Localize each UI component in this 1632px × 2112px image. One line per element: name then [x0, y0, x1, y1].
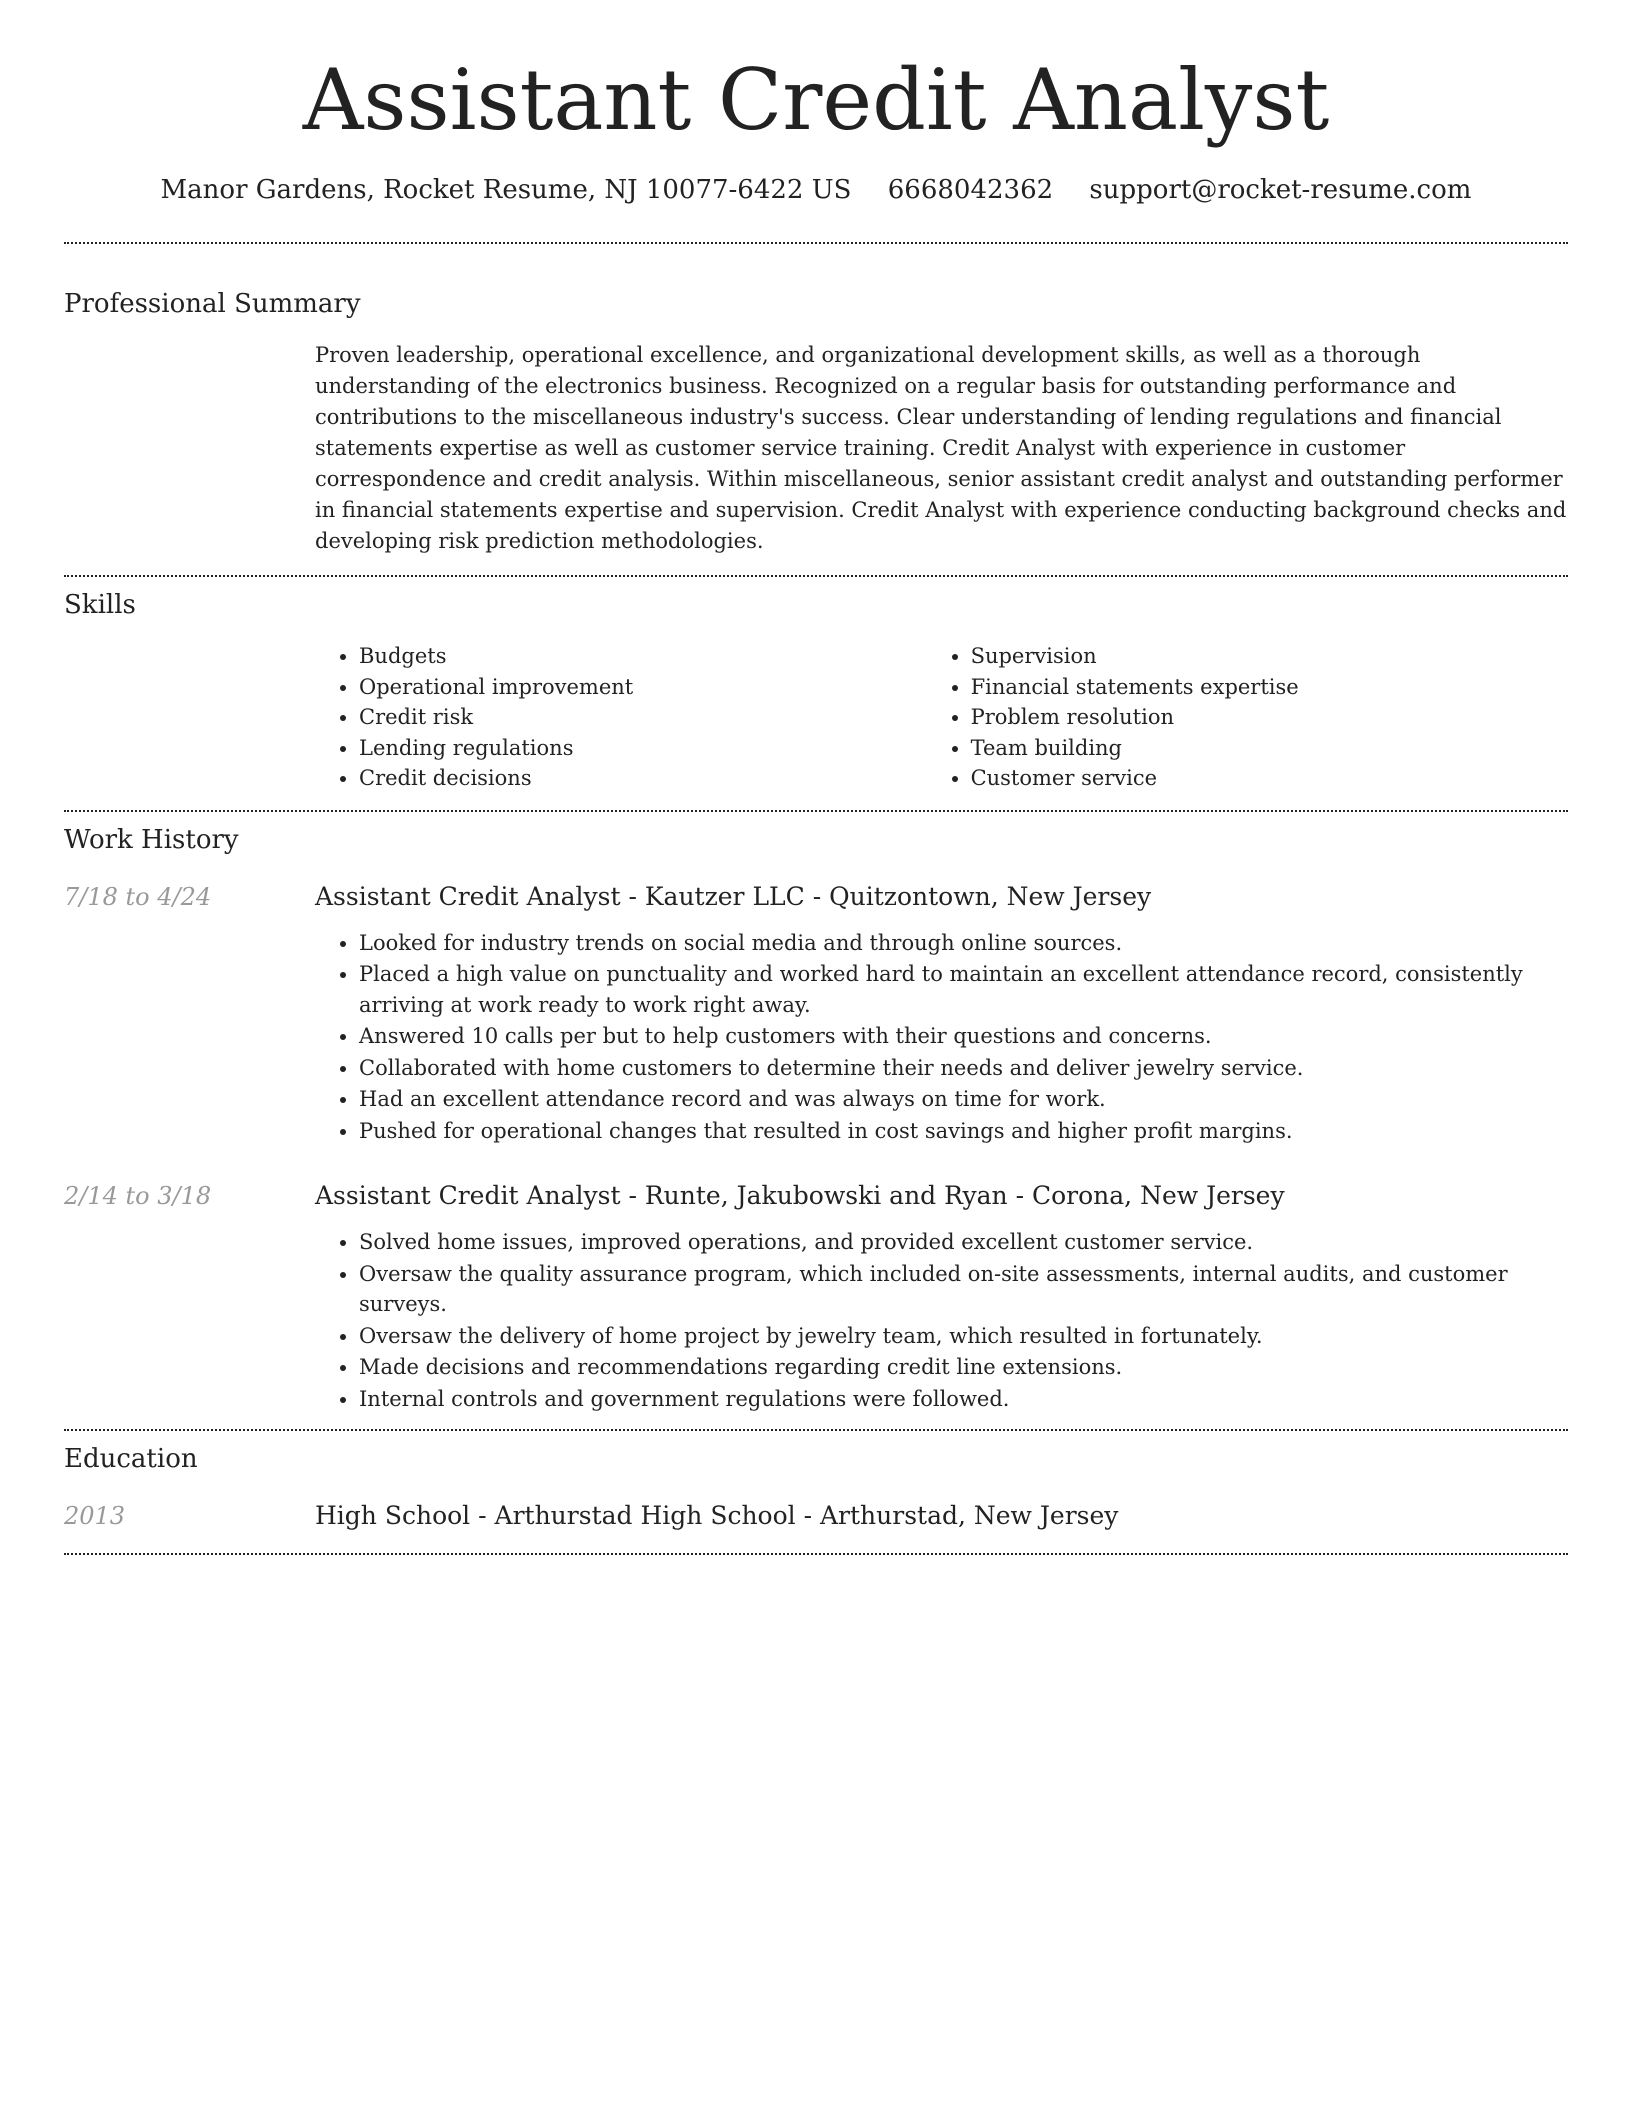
- job-bullet: • Internal controls and government regulations were followed.: [359, 1384, 1568, 1415]
- education-heading: Education: [64, 1444, 198, 1474]
- job-company: Kautzer LLC: [644, 881, 805, 911]
- title-separator: -: [620, 1181, 645, 1210]
- job-bullet: • Made decisions and recommendations regarding credit line extensions.: [359, 1352, 1568, 1383]
- job-bullets: [315, 1227, 1568, 1414]
- skills-list-left: [315, 641, 927, 794]
- skill-item: • Credit decisions: [359, 763, 927, 794]
- skill-item: • Budgets: [359, 641, 927, 672]
- job-location: Quitzontown, New Jersey: [829, 881, 1152, 911]
- job-bullet: • Solved home issues, improved operations, and provided excellent customer service.: [359, 1227, 1568, 1258]
- skill-item: • Financial statements expertise: [971, 672, 1568, 703]
- job-bullet: • Placed a high value on punctuality and worked hard to maintain an excellent attendance record, consistently arriving at work ready to work right away.: [359, 959, 1568, 1020]
- education-section: [64, 1431, 1568, 1533]
- job-dates: 2/14 to 3/18: [64, 1182, 212, 1210]
- skills-list-right: [927, 641, 1568, 794]
- skill-item: • Supervision: [971, 641, 1568, 672]
- contact-line: [64, 172, 1568, 208]
- job-body: [315, 880, 1568, 1148]
- skill-item: • Team building: [971, 733, 1568, 764]
- title-separator: -: [795, 1501, 820, 1530]
- contact-email[interactable]: support@rocket-resume.com: [1089, 175, 1472, 205]
- job-entry: [64, 1179, 1568, 1415]
- skill-item: • Operational improvement: [359, 672, 927, 703]
- education-location: Arthurstad, New Jersey: [820, 1501, 1119, 1530]
- summary-heading: Professional Summary: [64, 289, 361, 319]
- skill-item: • Customer service: [971, 763, 1568, 794]
- skill-item: • Credit risk: [359, 702, 927, 733]
- education-title: [315, 1499, 1118, 1533]
- title-separator: -: [1007, 1181, 1032, 1210]
- job-bullet: • Looked for industry trends on social media and through online sources.: [359, 928, 1568, 959]
- job-title: [315, 1179, 1568, 1213]
- education-entry: [64, 1499, 1568, 1533]
- education-degree: High School: [315, 1501, 471, 1530]
- job-location: Corona, New Jersey: [1031, 1181, 1285, 1210]
- job-dates: 7/18 to 4/24: [64, 882, 212, 911]
- title-separator: -: [620, 881, 645, 911]
- contact-address: Manor Gardens, Rocket Resume, NJ 10077-6422 US: [160, 175, 852, 205]
- job-bullet: • Collaborated with home customers to determine their needs and deliver jewelry service.: [359, 1053, 1568, 1084]
- job-body: [315, 1179, 1568, 1415]
- work-history-heading: Work History: [64, 824, 239, 855]
- section-divider: [64, 1553, 1568, 1555]
- resume-page: [64, 0, 1568, 1555]
- skill-item: • Problem resolution: [971, 702, 1568, 733]
- skill-item: • Lending regulations: [359, 733, 927, 764]
- spacer: [64, 1415, 1568, 1429]
- education-school: Arthurstad High School: [494, 1501, 796, 1530]
- title-separator: -: [470, 1501, 495, 1530]
- job-bullet: • Had an excellent attendance record and was always on time for work.: [359, 1084, 1568, 1115]
- resume-header: [64, 0, 1568, 208]
- work-history-section: [64, 812, 1568, 1430]
- education-year: 2013: [64, 1502, 126, 1530]
- candidate-name: Assistant Credit Analyst: [302, 51, 1330, 149]
- job-role: Assistant Credit Analyst: [315, 1181, 621, 1210]
- job-role: Assistant Credit Analyst: [315, 881, 621, 911]
- skills-columns: [315, 641, 1568, 794]
- job-company: Runte, Jakubowski and Ryan: [644, 1181, 1008, 1210]
- skills-heading: Skills: [64, 590, 136, 620]
- summary-section: [64, 244, 1568, 557]
- job-bullet: • Pushed for operational changes that resulted in cost savings and higher profit margins.: [359, 1116, 1568, 1147]
- job-title: [315, 880, 1568, 914]
- title-separator: -: [804, 881, 830, 911]
- job-bullet: • Oversaw the quality assurance program, which included on-site assessments, internal audits, and customer surveys.: [359, 1259, 1568, 1320]
- job-bullet: • Oversaw the delivery of home project by jewelry team, which resulted in fortunately.: [359, 1321, 1568, 1352]
- skills-section: [64, 577, 1568, 794]
- contact-phone[interactable]: 6668042362: [887, 175, 1054, 205]
- job-entry: [64, 880, 1568, 1148]
- job-bullets: [315, 928, 1568, 1147]
- job-bullet: • Answered 10 calls per but to help customers with their questions and concerns.: [359, 1021, 1568, 1052]
- summary-text: Proven leadership, operational excellence, and organizational development skills, as well as a thorough understanding of the electronics business. Recognized on a regular basis for outstanding performance and contributions to the miscellaneous industry's success. Clear understanding of lending regulations and financial statements expertise as well as customer service training. Credit Analyst with experience in customer correspondence and credit analysis. Within miscellaneous, senior assistant credit analyst and outstanding performer in financial statements expertise and supervision. Credit Analyst with experience conducting background checks and developing risk prediction methodologies.: [315, 343, 1567, 553]
